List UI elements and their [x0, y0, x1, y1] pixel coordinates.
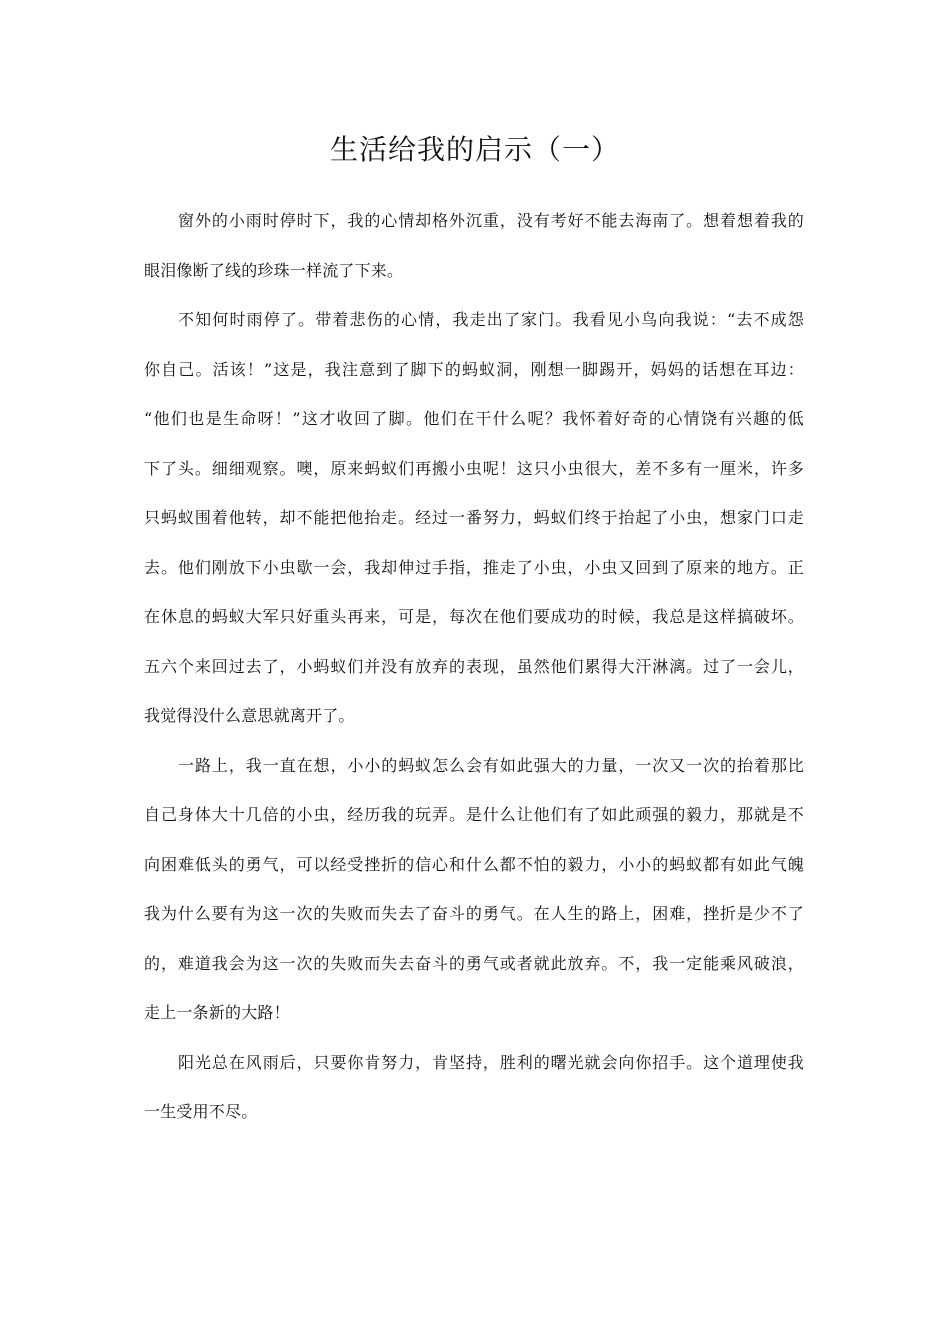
paragraph-3-line-1: 一路上，我一直在想，小小的蚂蚁怎么会有如此强大的力量，一次又一次的抬着那比 — [178, 755, 804, 775]
paragraph-2-line-7: 在休息的蚂蚁大军只好重头再来，可是，每次在他们要成功的时候，我总是这样搞破坏。 — [144, 607, 804, 626]
paragraph-2-line-9: 我觉得没什么意思就离开了。 — [144, 706, 355, 725]
paragraph-2-line-1: 不知何时雨停了。带着悲伤的心情，我走出了家门。我看见小鸟向我说：“去不成怨 — [178, 310, 804, 329]
paragraph-3-line-6: 走上一条新的大路！ — [144, 1003, 290, 1022]
paragraph-2-line-6: 去。他们刚放下小虫歇一会，我却伸过手指，推走了小虫，小虫又回到了原来的地方。正 — [144, 557, 804, 577]
paragraph-4-line-2: 一生受用不尽。 — [144, 1102, 258, 1121]
paragraph-2-line-8: 五六个来回过去了，小蚂蚁们并没有放弃的表现，虽然他们累得大汗淋漓。过了一会儿， — [144, 656, 804, 676]
paragraph-3-line-3: 向困难低头的勇气，可以经受挫折的信心和什么都不怕的毅力，小小的蚂蚁都有如此气魄 — [144, 854, 804, 874]
paragraph-2-line-2: 你自己。活该！”这是，我注意到了脚下的蚂蚁洞，刚想一脚踢开，妈妈的话想在耳边： — [144, 359, 804, 379]
document-title: 生活给我的启示（一） — [329, 133, 620, 166]
document-body — [144, 196, 804, 1137]
paragraph-3-line-4: 我为什么要有为这一次的失败而失去了奋斗的勇气。在人生的路上，困难，挫折是少不了 — [144, 904, 804, 923]
paragraph-2-line-4: 下了头。细细观察。噢，原来蚂蚁们再搬小虫呢！这只小虫很大，差不多有一厘米，许多 — [144, 458, 804, 478]
paragraph-2-line-3: “他们也是生命呀！”这才收回了脚。他们在干什么呢？我怀着好奇的心情饶有兴趣的低 — [144, 409, 804, 428]
paragraph-1-line-2: 眼泪像断了线的珍珠一样流了下来。 — [144, 260, 404, 280]
paragraph-4-line-1: 阳光总在风雨后，只要你肯努力，肯坚持，胜利的曙光就会向你招手。这个道理使我 — [178, 1052, 804, 1072]
paragraph-2-line-5: 只蚂蚁围着他转，却不能把他抬走。经过一番努力，蚂蚁们终于抬起了小虫，想家门口走 — [144, 508, 804, 527]
paragraph-3-line-5: 的，难道我会为这一次的失败而失去奋斗的勇气或者就此放弃。不，我一定能乘风破浪， — [144, 953, 804, 973]
paragraph-1-line-1: 窗外的小雨时停时下，我的心情却格外沉重，没有考好不能去海南了。想着想着我的 — [178, 211, 804, 230]
paragraph-3-line-2: 自己身体大十几倍的小虫，经历我的玩弄。是什么让他们有了如此顽强的毅力，那就是不 — [144, 805, 804, 824]
